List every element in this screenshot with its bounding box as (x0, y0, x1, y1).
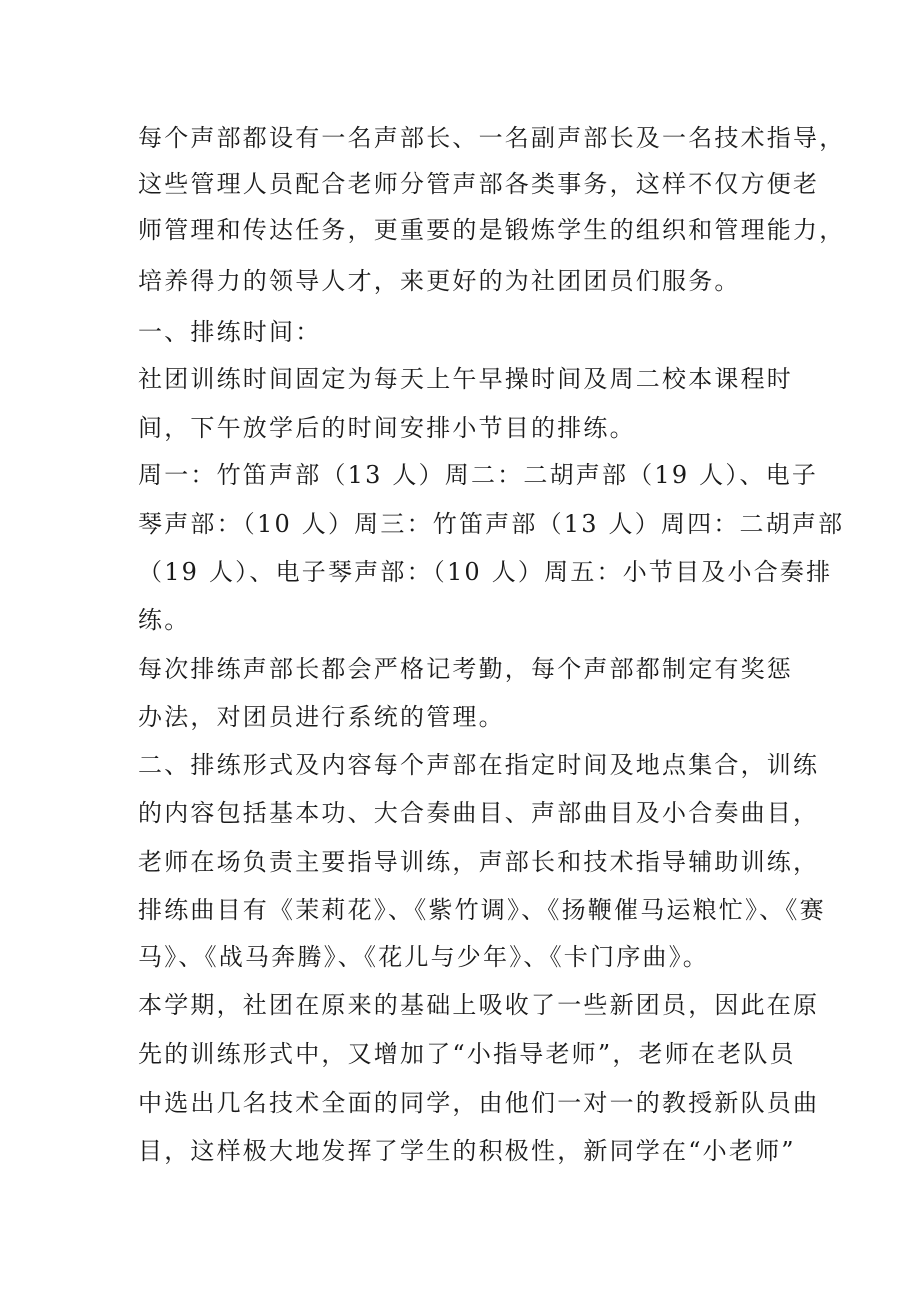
text-line: 师管理和传达任务，更重要的是锻炼学生的组织和管理能力， (138, 216, 846, 244)
text-line: 排练曲目有《茉莉花》、《紫竹调》、《扬鞭催马运粮忙》、《赛 (138, 896, 826, 924)
text-line: 办法，对团员进行系统的管理。 (138, 703, 505, 731)
text-line: 练。 (138, 606, 191, 634)
text-line: 培养得力的领导人才，来更好的为社团团员们服务。 (138, 267, 741, 295)
text-line: 本学期，社团在原来的基础上吸收了一些新团员，因此在原 (138, 991, 820, 1019)
text-line: （19 人）、电子琴声部：（10 人）周五：小节目及小合奏排 (138, 558, 833, 586)
text-line: 间，下午放学后的时间安排小节目的排练。 (138, 414, 636, 442)
section-heading: 二、排练形式及内容每个声部在指定时间及地点集合，训练 (138, 751, 820, 779)
text-line: 先的训练形式中，又增加了“小指导老师”，老师在老队员 (138, 1040, 796, 1068)
text-line: 的内容包括基本功、大合奏曲目、声部曲目及小合奏曲目， (138, 799, 820, 827)
text-line: 老师在场负责主要指导训练，声部长和技术指导辅助训练， (138, 848, 820, 876)
text-line: 琴声部：（10 人）周三：竹笛声部（13 人）周四：二胡声部 (138, 510, 845, 538)
text-line: 马》、《战马奔腾》、《花儿与少年》、《卡门序曲》。 (138, 943, 709, 971)
text-line: 每次排练声部长都会严格记考勤，每个声部都制定有奖惩 (138, 655, 793, 683)
text-line: 中选出几名技术全面的同学，由他们一对一的教授新队员曲 (138, 1089, 820, 1117)
text-line: 周一：竹笛声部（13 人）周二：二胡声部（19 人）、电子 (138, 461, 819, 489)
text-line: 这些管理人员配合老师分管声部各类事务，这样不仅方便老 (138, 170, 820, 198)
text-line: 目，这样极大地发挥了学生的积极性，新同学在“小老师” (138, 1137, 796, 1165)
section-heading: 一、排练时间： (138, 318, 322, 346)
text-line: 每个声部都设有一名声部长、一名副声部长及一名技术指导， (138, 124, 846, 152)
text-line: 社团训练时间固定为每天上午早操时间及周二校本课程时 (138, 365, 793, 393)
